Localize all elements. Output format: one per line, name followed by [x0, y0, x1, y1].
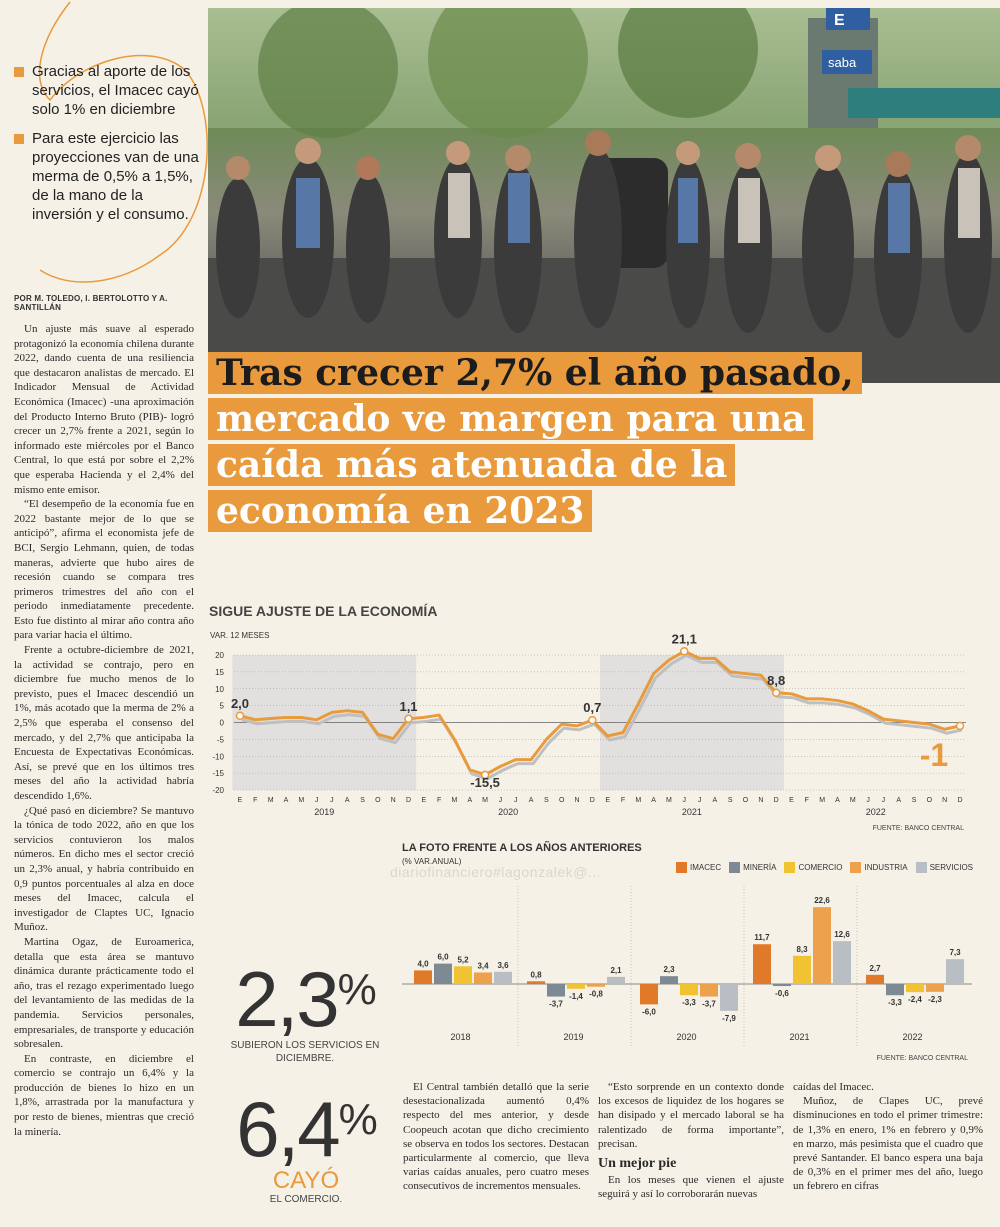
- paragraph: En los meses que vienen el ajuste seguirá y así lo corroborarán nuevas: [598, 1174, 784, 1201]
- x-tick-label: A: [835, 797, 840, 804]
- x-tick-label: F: [253, 797, 258, 804]
- bar: [434, 964, 452, 984]
- paragraph: caídas del Imacec.: [793, 1081, 874, 1093]
- bullet-text: Para este ejercicio las proyecciones van de una merma de 0,5% a 1,5%, de la mano de la inversión y el consumo.: [32, 130, 199, 223]
- paragraph: ¿Qué pasó en diciembre? Se mantuvo la tónica de todo 2022, año en que los servicios contuvieron los malos números. En dicho mes el sector creció un 2,3% anual, y habría contribuido en 0,9 puntos porcentuales al alza en doce meses del Imacec, calcula el investigador de Claptes UC, Ignacio Muñoz.: [14, 804, 194, 934]
- lower-column-1: [403, 1080, 589, 1194]
- x-tick-label: J: [682, 797, 687, 804]
- line-chart-title: SIGUE AJUSTE DE LA ECONOMÍA: [209, 603, 438, 619]
- bullet-item: [14, 129, 202, 224]
- x-tick-label: A: [283, 797, 289, 804]
- y-tick-label: 10: [215, 684, 224, 694]
- bullet-text: Gracias al aporte de los servicios, el Imacec cayó solo 1% en diciembre: [32, 63, 199, 118]
- x-tick-label: E: [789, 797, 794, 804]
- y-tick-label: 5: [219, 701, 224, 711]
- paragraph: El Central también detalló que la serie desestacionalizada aumentó 0,4% respecto del mes anterior, y desde Coopeuch acotan que dicho crecimiento se observa en todos los sectores. Destacan particularmente al comercio, que lleva varias caídas anuales, pero cuatro meses consecutivos de incrementos mensuales.: [403, 1081, 589, 1193]
- data-label: 21,1: [671, 631, 697, 647]
- data-label: 0,7: [583, 700, 602, 716]
- bar-chart-title: LA FOTO FRENTE A LOS AÑOS ANTERIORES: [402, 842, 642, 854]
- headline: [208, 352, 998, 536]
- x-tick-label: S: [544, 797, 549, 804]
- bar: [793, 956, 811, 984]
- headline-line-3: caída más atenuada de la: [208, 444, 735, 486]
- data-label: -1: [919, 736, 949, 773]
- x-tick-label: A: [344, 797, 350, 804]
- legend-item: [676, 862, 721, 873]
- y-tick-label: 0: [219, 718, 224, 728]
- x-tick-label: J: [314, 797, 319, 804]
- legend-item: [850, 862, 907, 873]
- x-tick-label: J: [513, 797, 518, 804]
- chart-source: FUENTE: BANCO CENTRAL: [872, 825, 964, 832]
- x-tick-label: O: [375, 797, 381, 804]
- crowd-illustration: [208, 8, 1000, 383]
- bar: [813, 907, 831, 984]
- bar-label: 6,0: [437, 952, 449, 962]
- watermark: diariofinanciero#lagonzalek@...: [390, 864, 602, 880]
- bar: [454, 966, 472, 984]
- lower-column-3: [793, 1080, 983, 1194]
- bar-label: -7,9: [722, 1013, 736, 1023]
- x-tick-label: A: [467, 797, 473, 804]
- bar-label: -1,4: [569, 991, 583, 1001]
- category-label: 2019: [563, 1032, 584, 1042]
- bar-label: 5,2: [457, 955, 469, 965]
- legend-swatch: [916, 862, 927, 873]
- x-tick-label: M: [267, 797, 274, 804]
- x-tick-label: O: [558, 797, 565, 804]
- x-tick-label: N: [942, 797, 948, 804]
- x-tick-label: D: [589, 797, 595, 804]
- year-label: 2022: [865, 807, 886, 817]
- lower-column-2: [598, 1080, 784, 1202]
- bar-label: 11,7: [754, 933, 770, 943]
- x-tick-label: O: [926, 797, 933, 804]
- bar: [640, 984, 658, 1004]
- paragraph: Muñoz, de Clapes UC, prevé disminuciones en todo el primer trimestre: de 1,3% en enero, 1% en febrero y 0,9% en marzo, más pesimista que el cuadro que prevé Santander. El banco espera una baja de 0,3% en el primer mes del año, luego un febrero en cifras: [793, 1095, 983, 1193]
- bar-chart-subtitle: (% VAR.ANUAL): [402, 857, 462, 866]
- bar-label: -6,0: [642, 1007, 656, 1017]
- legend-label: MINERÍA: [743, 863, 777, 872]
- data-point-marker: [773, 689, 780, 696]
- category-label: 2021: [789, 1032, 810, 1042]
- bar: [660, 976, 678, 984]
- data-point-marker: [957, 722, 964, 729]
- svg-text:E: E: [834, 12, 845, 29]
- legend-swatch: [676, 862, 687, 873]
- category-label: 2018: [450, 1032, 471, 1042]
- bar-label: 2,1: [610, 965, 622, 975]
- year-label: 2019: [314, 807, 335, 817]
- legend-swatch: [850, 862, 861, 873]
- x-tick-label: D: [773, 797, 779, 804]
- y-axis-label: VAR. 12 MESES: [210, 631, 270, 640]
- x-tick-label: F: [620, 797, 626, 804]
- bar-label: 2,7: [869, 963, 881, 973]
- paragraph: Un ajuste más suave al esperado protagonizó la economía chilena durante 2022, dando cuenta de una resiliencia que destacaron analistas de mercado. El Indicador Mensual de Actividad Económica (Imacec) -una aproximación del Producto Interno Bruto (PIB)- logró crecer un 2,7% frente a 2021, según lo informado este miércoles por el Banco Central, lo que está por sobre el 2,2% que esperaba Hacienda y el 2,4% del mismo ente emisor.: [14, 323, 194, 496]
- bar: [946, 959, 964, 984]
- legend-item: [784, 862, 842, 873]
- bar-label: -3,3: [888, 998, 902, 1008]
- bar-label: 8,3: [796, 944, 808, 954]
- x-tick-label: M: [482, 797, 489, 804]
- bar: [414, 970, 432, 984]
- stat-unit: %: [337, 965, 375, 1014]
- x-tick-label: N: [758, 797, 764, 804]
- metro-sign: [826, 8, 870, 30]
- bar-label: 7,3: [949, 948, 961, 958]
- data-label: -15,5: [470, 774, 500, 790]
- x-tick-label: D: [405, 797, 412, 804]
- stat-verb: CAYÓ: [272, 1167, 340, 1194]
- x-tick-label: J: [330, 797, 334, 804]
- stat-caption: EL COMERCIO.: [269, 1194, 343, 1205]
- bar: [680, 984, 698, 995]
- x-tick-label: N: [574, 797, 580, 804]
- paragraph: “El desempeño de la economía fue en 2022 bastante mejor de lo que se anticipó”, afirma el economista jefe de BCI, Sergio Lehmann, quien, de todas maneras, advierte que hubo aires de recesión cuando se compara tres primeros trimestres del año con el periodo inmediatamente precedente. Esto fue distinto al mirar año contra año para variar hacia el último.: [14, 498, 194, 642]
- year-label: 2020: [498, 807, 519, 817]
- stat-value: [222, 1080, 390, 1173]
- bar-label: -3,3: [682, 998, 696, 1008]
- stat-number: 6,4: [236, 1085, 339, 1173]
- paragraph: Martina Ogaz, de Euroamerica, detalla que esta área se mantuvo dinámica durante prácticamente todo el año, tras el rezago experimentado luego del levantamiento de las medidas de la pandemia. Servicios personales, empresariales, de transporte y educación sobresalen.: [14, 935, 194, 1051]
- bar: [700, 984, 718, 997]
- x-tick-label: M: [635, 797, 642, 804]
- x-tick-label: J: [866, 797, 870, 804]
- stat-servicios: [220, 950, 390, 1065]
- legend-label: COMERCIO: [798, 863, 843, 872]
- bar-label: -0,6: [775, 989, 789, 999]
- paragraph: “Esto sorprende en un contexto donde los excesos de liquidez de los hogares se han disipado y el mercado laboral se ha ralentizado de forma importante”, precisan.: [598, 1081, 784, 1150]
- x-tick-label: M: [819, 797, 826, 804]
- byline: POR M. TOLEDO, I. BERTOLOTTO Y A. SANTILLÁN: [14, 294, 168, 312]
- legend-swatch: [729, 862, 740, 873]
- x-tick-label: A: [528, 797, 534, 804]
- headline-line-2: mercado ve margen para una: [208, 398, 813, 440]
- bar: [833, 941, 851, 984]
- paragraph: En contraste, en diciembre el comercio se contrajo un 6,4% y la producción de bienes lo hizo en un 1,8%, arrastrada por la manufactura y por resto de bienes, mientras que creció la minería.: [14, 1052, 194, 1138]
- bar-label: 12,6: [834, 930, 850, 940]
- category-label: 2020: [676, 1032, 697, 1042]
- x-tick-label: S: [360, 797, 365, 804]
- x-tick-label: M: [849, 797, 856, 804]
- bar-label: 22,6: [814, 896, 830, 906]
- left-column: [0, 0, 205, 1227]
- x-tick-label: E: [421, 797, 427, 804]
- bar: [720, 984, 738, 1011]
- legend-swatch: [784, 862, 795, 873]
- headline-line-1: Tras crecer 2,7% el año pasado,: [208, 352, 862, 394]
- bar: [866, 975, 884, 984]
- x-tick-label: M: [666, 797, 672, 804]
- stat-comercio: [222, 1080, 390, 1206]
- bar: [906, 984, 924, 992]
- bar-label: 3,4: [477, 961, 489, 971]
- bar: [926, 984, 944, 992]
- bar-label: 4,0: [417, 959, 429, 969]
- legend-item: [729, 862, 776, 873]
- x-tick-label: M: [451, 797, 458, 804]
- legend-label: INDUSTRIA: [864, 863, 908, 872]
- x-tick-label: F: [437, 797, 442, 804]
- data-point-marker: [237, 712, 244, 719]
- stat-unit: %: [338, 1095, 376, 1144]
- bar-label: 0,8: [530, 970, 542, 980]
- data-label: 1,1: [399, 698, 418, 714]
- legend-label: IMACEC: [690, 863, 722, 872]
- x-tick-label: J: [881, 797, 886, 804]
- square-bullet-icon: [14, 134, 24, 144]
- bar-chart: [402, 878, 982, 1068]
- bar: [607, 977, 625, 984]
- y-tick-label: -10: [212, 752, 224, 762]
- data-point-marker: [589, 717, 596, 724]
- street-photo: [208, 8, 1000, 383]
- bar: [494, 972, 512, 984]
- data-label: 2,0: [230, 695, 250, 711]
- data-point-marker: [681, 648, 688, 655]
- bar-chart-legend: [676, 862, 973, 873]
- bar: [547, 984, 565, 997]
- square-bullet-icon: [14, 67, 24, 77]
- bar-label: -3,7: [702, 999, 716, 1009]
- x-tick-label: E: [237, 797, 243, 804]
- x-tick-label: S: [727, 797, 733, 804]
- x-tick-label: J: [498, 797, 503, 804]
- stat-number: 2,3: [235, 955, 338, 1043]
- bar: [567, 984, 585, 989]
- legend-item: [916, 862, 973, 873]
- x-tick-label: N: [390, 797, 396, 804]
- bar-label: -2,3: [928, 994, 942, 1004]
- saba-sign: saba: [828, 55, 857, 70]
- x-tick-label: J: [697, 797, 702, 804]
- x-tick-label: E: [605, 797, 610, 804]
- paragraph: Frente a octubre-diciembre de 2021, la actividad se contrajo, pero en diciembre fue mucho menos de lo previsto, pues el Imacec descendió un 1%, más acotado que la merma de 2% a 2,5% que esperaba el consenso del mercado, y del 2,7% que anticipaba la Encuesta de Expectativas Económicas. Así, se prevé que en los últimos tres meses del año la actividad habría descendido 1,6%.: [14, 644, 194, 802]
- x-tick-label: M: [298, 797, 305, 804]
- x-tick-label: O: [742, 797, 749, 804]
- line-chart: [208, 620, 998, 840]
- bar: [886, 984, 904, 995]
- bar: [773, 984, 791, 986]
- stat-value: [220, 950, 390, 1043]
- legend-label: SERVICIOS: [929, 863, 974, 872]
- bar-label: 3,6: [497, 960, 509, 970]
- x-tick-label: F: [804, 797, 809, 804]
- bar-label: -3,7: [549, 999, 563, 1009]
- y-tick-label: -20: [212, 786, 224, 795]
- x-tick-label: A: [651, 797, 656, 804]
- summary-bullets: [14, 62, 202, 234]
- bar: [753, 944, 771, 984]
- data-label: 8,8: [767, 672, 786, 688]
- bar-label: -2,4: [908, 995, 922, 1005]
- bar: [527, 981, 545, 984]
- article-body: [14, 322, 194, 1139]
- headline-line-4: economía en 2023: [208, 490, 592, 532]
- bullet-item: [14, 62, 202, 119]
- bar: [587, 984, 605, 987]
- stat-caption: SUBIERON LOS SERVICIOS EN DICIEMBRE.: [230, 1040, 380, 1064]
- subheading: Un mejor pie: [598, 1156, 677, 1172]
- y-tick-label: -5: [216, 735, 224, 745]
- x-tick-label: A: [712, 797, 718, 804]
- bar-label: -0,8: [589, 989, 603, 999]
- y-tick-label: -15: [212, 769, 224, 779]
- chart-source: FUENTE: BANCO CENTRAL: [876, 1055, 968, 1062]
- year-label: 2021: [681, 807, 702, 817]
- x-tick-label: S: [911, 797, 917, 804]
- y-tick-label: 20: [215, 651, 224, 660]
- bar: [474, 972, 492, 984]
- x-tick-label: D: [957, 797, 963, 804]
- x-tick-label: A: [896, 797, 902, 804]
- category-label: 2022: [902, 1032, 923, 1042]
- data-point-marker: [405, 715, 412, 722]
- y-tick-label: 15: [215, 667, 224, 677]
- bar-label: 2,3: [663, 965, 675, 975]
